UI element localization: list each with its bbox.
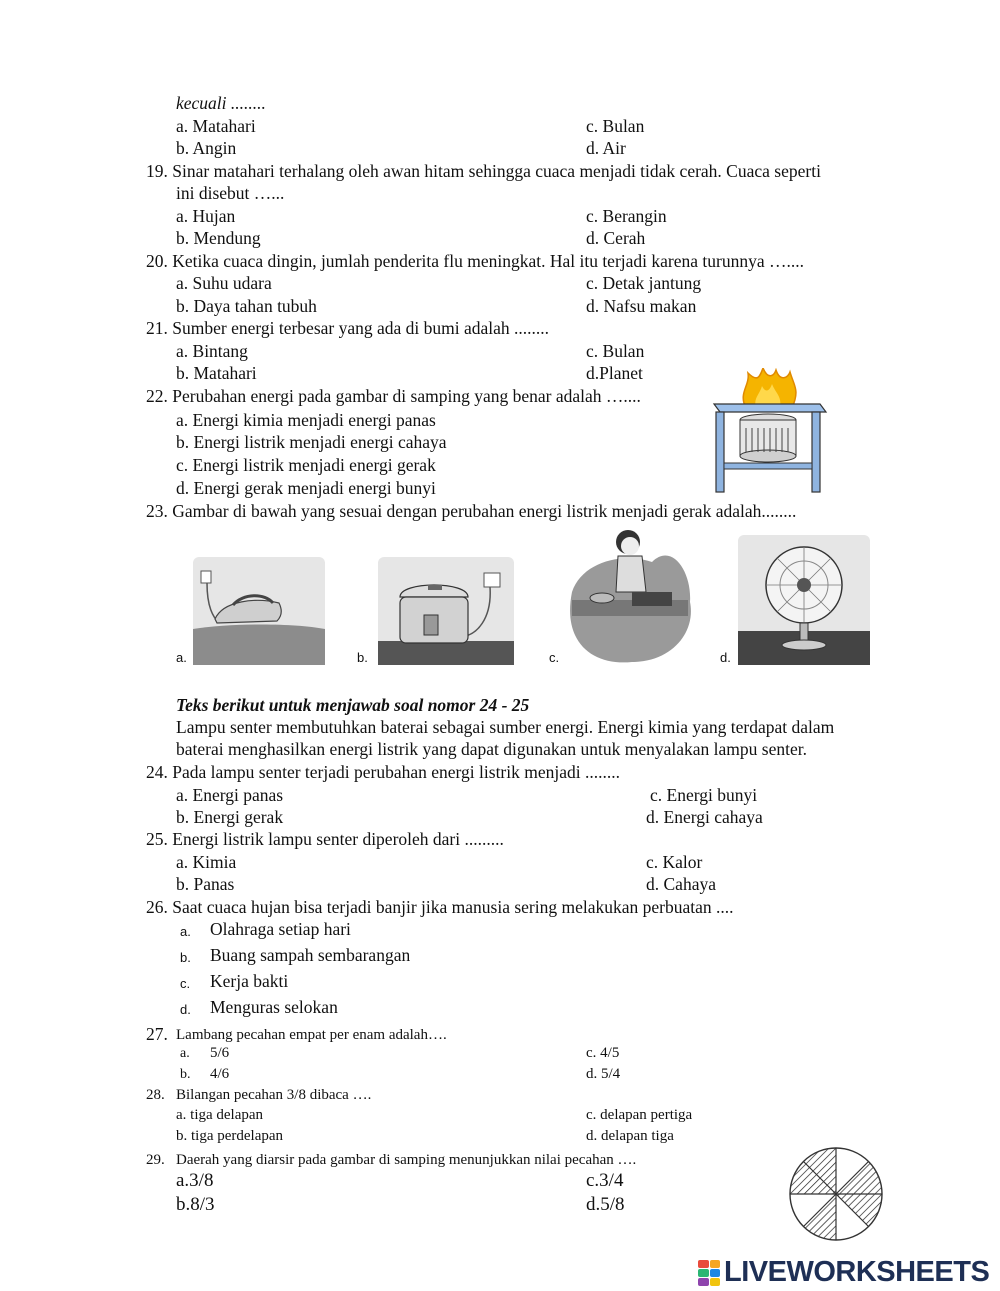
passage-title: Teks berikut untuk menjawab soal nomor 24 - 25 — [176, 695, 530, 715]
logo-blocks-icon — [698, 1260, 720, 1286]
q18-option-b[interactable]: b. Angin — [176, 138, 237, 158]
rice-cooker-image[interactable] — [378, 557, 514, 665]
q27-option-a-marker: a. — [180, 1046, 190, 1061]
q20-option-c[interactable]: c. Detak jantung — [586, 273, 702, 293]
q23-label-a: a. — [176, 650, 187, 665]
q26-question: 26. Saat cuaca hujan bisa terjadi banjir jika manusia sering melakukan perbuatan .... — [146, 897, 734, 917]
q22-option-a[interactable]: a. Energi kimia menjadi energi panas — [176, 410, 436, 430]
q28-option-a[interactable]: a. tiga delapan — [176, 1107, 264, 1123]
q24-option-d[interactable]: d. Energi cahaya — [646, 807, 763, 827]
q29-option-c[interactable]: c.3/4 — [586, 1170, 624, 1191]
liveworksheets-logo — [698, 1256, 989, 1289]
q18-option-c[interactable]: c. Bulan — [586, 116, 645, 136]
q21-option-a[interactable]: a. Bintang — [176, 341, 248, 361]
q28-number: 28. — [146, 1087, 165, 1103]
q22-question: 22. Perubahan energi pada gambar di samping yang benar adalah ….... — [146, 386, 641, 406]
electric-fan-image[interactable] — [738, 535, 870, 665]
q18-option-d[interactable]: d. Air — [586, 138, 626, 158]
q27-option-b[interactable]: 4/6 — [210, 1066, 230, 1082]
q29-option-d[interactable]: d.5/8 — [586, 1194, 625, 1215]
q26-option-c-marker: c. — [180, 976, 191, 991]
q28-option-c[interactable]: c. delapan pertiga — [586, 1107, 693, 1123]
q19-option-a[interactable]: a. Hujan — [176, 206, 236, 226]
cooking-woman-image[interactable] — [562, 522, 698, 666]
q20-option-d[interactable]: d. Nafsu makan — [586, 296, 697, 316]
q24-option-a[interactable]: a. Energi panas — [176, 785, 284, 805]
q26-option-d[interactable]: Menguras selokan — [210, 997, 338, 1017]
passage-line2: baterai menghasilkan energi listrik yang dapat digunakan untuk menyalakan lampu senter. — [176, 739, 807, 759]
q27-option-b-marker: b. — [180, 1067, 191, 1082]
q26-option-b[interactable]: Buang sampah sembarangan — [210, 945, 411, 965]
q19-option-c[interactable]: c. Berangin — [586, 206, 667, 226]
q18-tail: kecuali ........ — [176, 93, 266, 113]
q27-option-a[interactable]: 5/6 — [210, 1045, 230, 1061]
q24-question: 24. Pada lampu senter terjadi perubahan energi listrik menjadi ........ — [146, 762, 620, 782]
fraction-circle-diagram — [788, 1146, 884, 1242]
q27-option-d[interactable]: d. 5/4 — [586, 1066, 621, 1082]
q23-question: 23. Gambar di bawah yang sesuai dengan perubahan energi listrik menjadi gerak adalah........ — [146, 501, 797, 521]
q19-question-line2: ini disebut …... — [176, 183, 285, 203]
q29-option-a[interactable]: a.3/8 — [176, 1170, 214, 1191]
q28-option-b[interactable]: b. tiga perdelapan — [176, 1128, 284, 1144]
q20-option-a[interactable]: a. Suhu udara — [176, 273, 272, 293]
q19-option-d[interactable]: d. Cerah — [586, 228, 646, 248]
q27-option-c[interactable]: c. 4/5 — [586, 1045, 620, 1061]
q18-option-a[interactable]: a. Matahari — [176, 116, 256, 136]
q26-option-a[interactable]: Olahraga setiap hari — [210, 919, 351, 939]
q21-option-b[interactable]: b. Matahari — [176, 363, 257, 383]
q23-label-b: b. — [357, 650, 368, 665]
q21-option-c[interactable]: c. Bulan — [586, 341, 645, 361]
q22-option-c[interactable]: c. Energi listrik menjadi energi gerak — [176, 455, 436, 475]
q25-option-a[interactable]: a. Kimia — [176, 852, 237, 872]
q24-option-c[interactable]: c. Energi bunyi — [650, 785, 758, 805]
q27-number: 27. — [146, 1024, 168, 1044]
q27-question: Lambang pecahan empat per enam adalah…. — [176, 1027, 447, 1043]
q25-option-c[interactable]: c. Kalor — [646, 852, 703, 872]
q29-option-b[interactable]: b.8/3 — [176, 1194, 215, 1215]
iron-image[interactable] — [193, 557, 325, 665]
q26-option-b-marker: b. — [180, 950, 191, 965]
q24-option-b[interactable]: b. Energi gerak — [176, 807, 284, 827]
q20-option-b[interactable]: b. Daya tahan tubuh — [176, 296, 317, 316]
q29-question: Daerah yang diarsir pada gambar di samping menunjukkan nilai pecahan …. — [176, 1152, 637, 1168]
q25-option-b[interactable]: b. Panas — [176, 874, 235, 894]
q26-option-a-marker: a. — [180, 924, 191, 939]
passage-line1: Lampu senter membutuhkan baterai sebagai sumber energi. Energi kimia yang terdapat dalam — [176, 717, 835, 737]
q21-question: 21. Sumber energi terbesar yang ada di bumi adalah ........ — [146, 318, 550, 338]
q21-option-d[interactable]: d.Planet — [586, 363, 643, 383]
q22-option-d[interactable]: d. Energi gerak menjadi energi bunyi — [176, 478, 436, 498]
q25-question: 25. Energi listrik lampu senter diperoleh dari ......... — [146, 829, 504, 849]
q29-number: 29. — [146, 1152, 165, 1168]
q19-question-line1: 19. Sinar matahari terhalang oleh awan hitam sehingga cuaca menjadi tidak cerah. Cuaca seperti — [146, 161, 821, 181]
brand-name: LIVEWORKSHEETS — [724, 1256, 990, 1288]
q28-question: Bilangan pecahan 3/8 dibaca …. — [176, 1087, 372, 1103]
gas-stove-illustration — [708, 368, 828, 496]
q28-option-d[interactable]: d. delapan tiga — [586, 1128, 674, 1144]
q22-option-b[interactable]: b. Energi listrik menjadi energi cahaya — [176, 432, 447, 452]
q26-option-c[interactable]: Kerja bakti — [210, 971, 289, 991]
q25-option-d[interactable]: d. Cahaya — [646, 874, 716, 894]
q26-option-d-marker: d. — [180, 1002, 191, 1017]
q23-label-d: d. — [720, 650, 731, 665]
q19-option-b[interactable]: b. Mendung — [176, 228, 261, 248]
q20-question: 20. Ketika cuaca dingin, jumlah penderita flu meningkat. Hal itu terjadi karena turunnya ….... — [146, 251, 804, 271]
q23-label-c: c. — [549, 650, 560, 665]
